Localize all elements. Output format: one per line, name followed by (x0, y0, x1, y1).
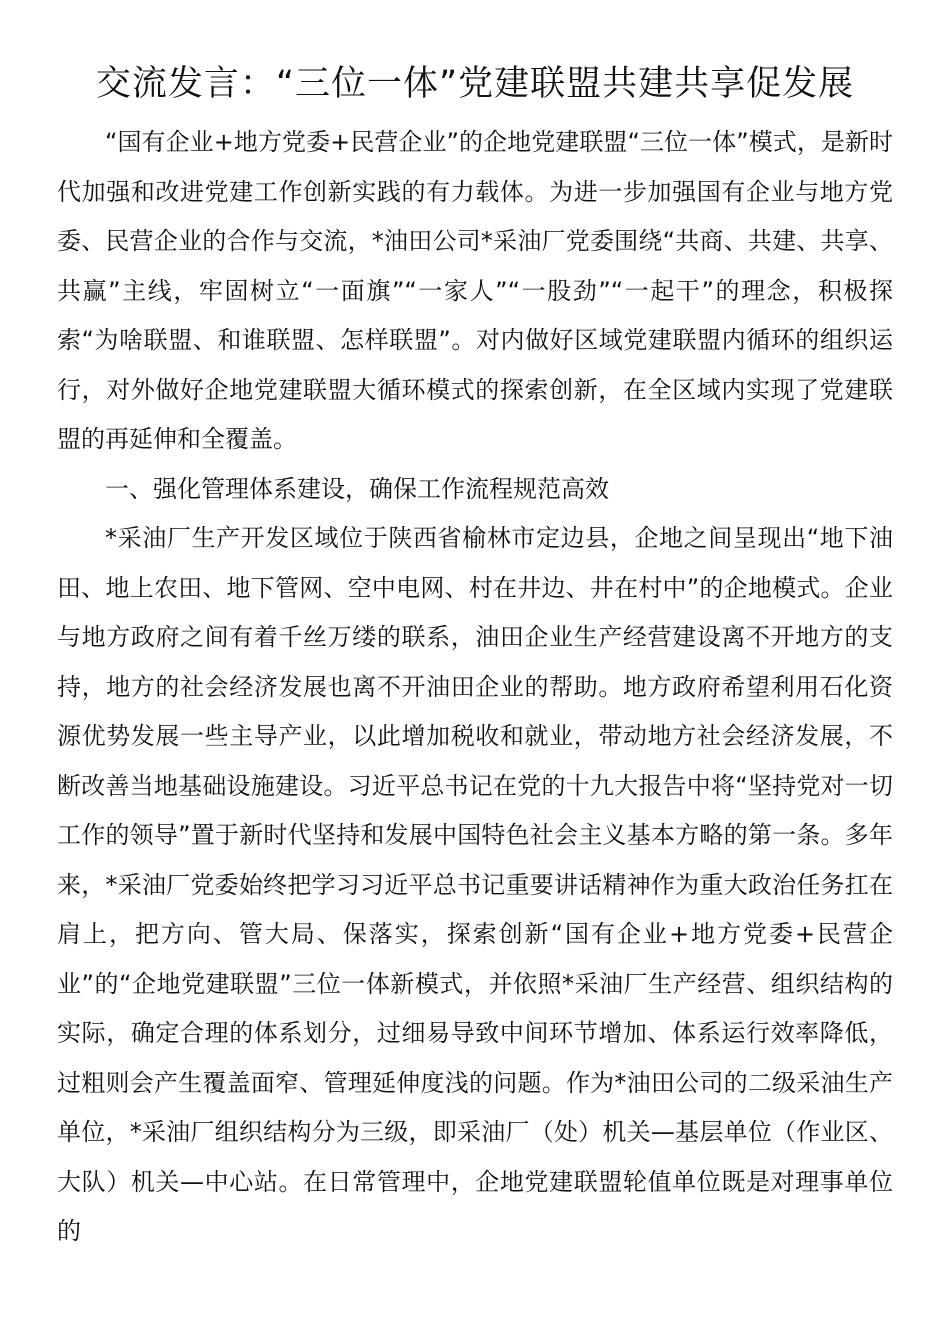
document-title: 交流发言：“三位一体”党建联盟共建共享促发展 (95, 64, 855, 104)
section-1-heading: 一、强化管理体系建设，确保工作流程规范高效 (105, 474, 609, 503)
intro-paragraph: “国有企业+地方党委+民营企业”的企地党建联盟“三位一体”模式，是新时代加强和改进党建工作创新实践的有力载体。为进一步加强国有企业与地方党委、民营企业的合作与交流，*油田公司*采油厂党委围绕“共商、共建、共享、共赢”主线，牢固树立“一面旗”“一家人”“一股劲”“一起干”的理念，积极探索“为啥联盟、和谁联盟、怎样联盟”。对内做好区域党建联盟内循环的组织运行，对外做好企地党建联盟大循环模式的探索创新，在全区域内实现了党建联盟的再延伸和全覆盖。 (57, 128, 893, 453)
document-page (57, 58, 893, 1257)
section-1-paragraph: *采油厂生产开发区域位于陕西省榆林市定边县，企地之间呈现出“地下油田、地上农田、地下管网、空中电网、村在井边、井在村中”的企地模式。企业与地方政府之间有着千丝万缕的联系，油田企业生产经营建设离不开地方的支持，地方的社会经济发展也离不开油田企业的帮助。地方政府希望利用石化资源优势发展一些主导产业，以此增加税收和就业，带动地方社会经济发展，不断改善当地基础设施建设。习近平总书记在党的十九大报告中将“坚持党对一切工作的领导”置于新时代坚持和发展中国特色社会主义基本方略的第一条。多年来，*采油厂党委始终把学习习近平总书记重要讲话精神作为重大政治任务扛在肩上，把方向、管大局、保落实，探索创新“国有企业+地方党委+民营企业”的“企地党建联盟”三位一体新模式，并依照*采油厂生产经营、组织结构的实际，确定合理的体系划分，过细易导致中间环节增加、体系运行效率降低，过粗则会产生覆盖面窄、管理延伸度浅的问题。作为*油田公司的二级采油生产单位，*采油厂组织结构分为三级，即采油厂（处）机关—基层单位（作业区、大队）机关—中心站。在日常管理中，企地党建联盟轮值单位既是对理事单位的 (57, 524, 893, 1245)
